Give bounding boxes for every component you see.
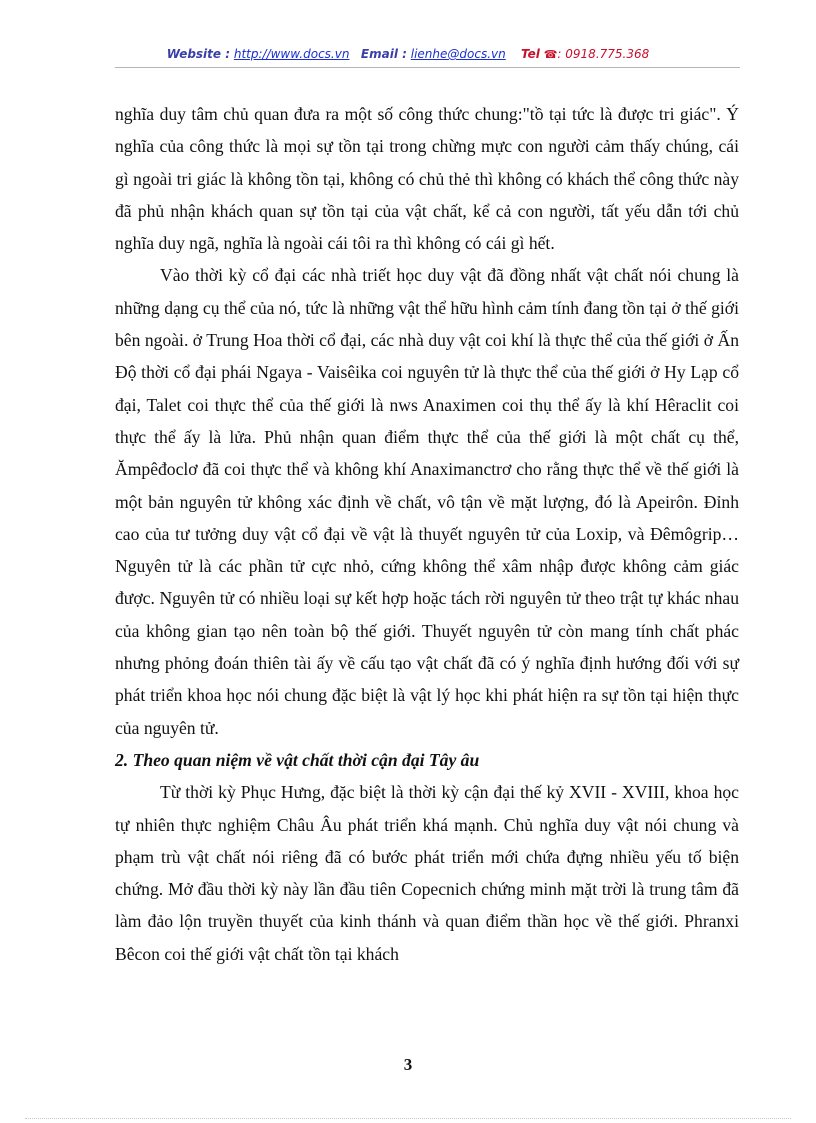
paragraph: nghĩa duy tâm chủ quan đưa ra một số công thức chung:"tồ tại tức là được tri giác". Ý nghĩa của công thức là mọi sự tồn tại trong chừng mực con người cảm thấy chúng, cái gì ngoài tri giác là không tồn tại, không có chủ thẻ thì không có khách thể công thức này đã phủ nhận khách quan sự tồn tại của vật chất, kể cả con người, tất yếu dẫn tới chủ nghĩa duy ngã, nghĩa là ngoài cái tôi ra thì không có cái gì hết. [115, 104, 739, 254]
website-label: Website : [166, 47, 231, 61]
page-header [0, 47, 816, 61]
email-label: Email : [360, 47, 407, 61]
header-divider [115, 67, 740, 68]
website-link[interactable]: http://www.docs.vn [233, 47, 350, 61]
page-number: 3 [403, 1055, 413, 1074]
section-heading: 2. Theo quan niệm về vật chất thời cận đại Tây âu [115, 749, 480, 770]
document-body [115, 98, 739, 970]
paragraph: Vào thời kỳ cổ đại các nhà triết học duy vật đã đồng nhất vật chất nói chung là những dạng cụ thể của nó, tức là những vật thể hữu hình cảm tính đang tồn tại ở thế giới bên ngoài. ở Trung Hoa thời cổ đại, các nhà duy vật coi khí là thực thể của thế giới ở Ấn Độ thời cổ đại phái Ngaya - Vaisêika coi nguyên tử là thực thể của thế giới ở Hy Lạp cổ đại, Talet coi thực thể của thế giới là nws Anaximen coi thụ thể ấy là khí Hêraclit coi thực thể ấy là lửa. Phủ nhận quan điểm thực thể của thế giới là một chất cụ thể, Ămpêđoclơ đã coi thực thể và không khí Anaximanctrơ cho rằng thực thể về thế giới là một bản nguyên tử không xác định về chất, vô tận về mặt lượng, đó là Apeirôn. Đỉnh cao của tư tưởng duy vật cổ đại về vật là thuyết nguyên tử của Loxip, và Đêmôgrip… Nguyên tử là các phần tử cực nhỏ, cứng không thể xâm nhập được không cảm giác được. Nguyên tử có nhiều loại sự kết hợp hoặc tách rời nguyên tử theo trật tự khác nhau của không gian tạo nên toàn bộ thế giới. Thuyết nguyên tử còn mang tính chất phác nhưng phỏng đoán thiên tài ấy về cấu tạo vật chất đã có ý nghĩa định hướng đối với sự phát triển khoa học nói chung đặc biệt là vật lý học khi phát hiện ra sự tồn tại hiện thực của nguyên tử. [115, 265, 739, 738]
paragraph: Từ thời kỳ Phục Hưng, đặc biệt là thời kỳ cận đại thế kỷ XVII - XVIII, khoa học tự nhiên thực nghiệm Châu Âu phát triển khá mạnh. Chủ nghĩa duy vật nói chung và phạm trù vật chất nói riêng đã có bước phát triển mới chứa đựng nhiều yếu tố biện chứng. Mở đầu thời kỳ này lần đầu tiên Copecnich chứng minh mặt trời là trung tâm đã làm đảo lộn truyền thuyết của kinh thánh và quan điểm thần học về thế giới. Phranxi Bêcon coi thế giới vật chất tồn tại khách [115, 782, 739, 964]
email-link[interactable]: lienhe@docs.vn [410, 47, 506, 61]
phone-number: : 0918.775.368 [557, 47, 650, 61]
page-bottom-divider [25, 1118, 791, 1119]
telephone-icon: ☎ [543, 48, 558, 61]
tel-label: Tel [521, 47, 540, 61]
